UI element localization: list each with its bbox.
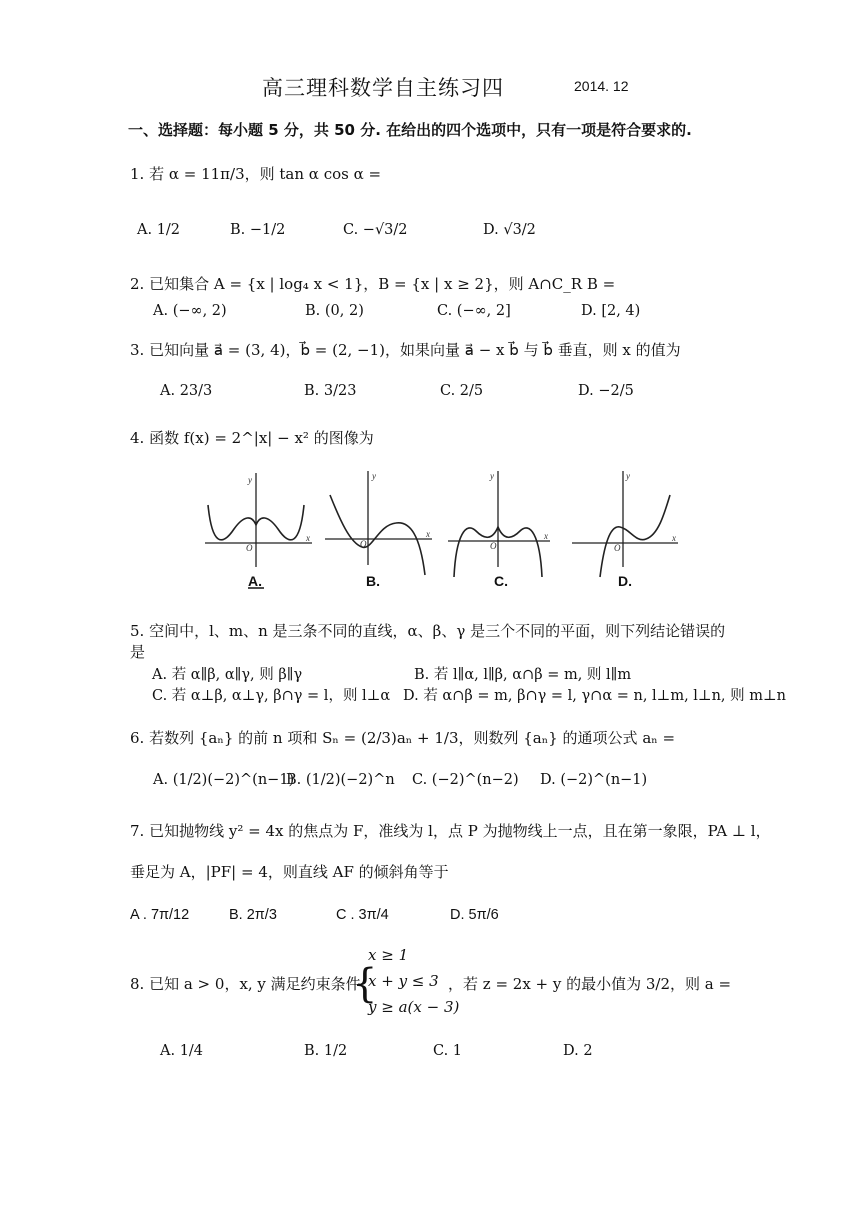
graph-c: [448, 471, 550, 577]
question-3-option-d: D. −2/5: [578, 383, 634, 399]
constraint-2: x + y ≤ 3: [368, 972, 439, 990]
question-1-option-d: D. √3/2: [483, 222, 536, 238]
question-3-stem: 3. 已知向量 a⃗ = (3, 4)，b⃗ = (2, −1)，如果向量 a⃗ − x b⃗ 与 b⃗ 垂直，则 x 的值为: [130, 341, 681, 359]
question-4-stem: 4. 函数 f(x) = 2^|x| − x² 的图像为: [130, 429, 374, 447]
graph-b-label: B.: [366, 573, 380, 589]
question-2-option-a: A. (−∞, 2): [153, 303, 227, 319]
graph-d: [572, 471, 678, 577]
question-8-option-b: B. 1/2: [304, 1043, 348, 1059]
question-8-option-a: A. 1/4: [160, 1043, 204, 1059]
graph-d-origin-label: O: [614, 543, 621, 553]
section-heading: 一、选择题：每小题 5 分，共 50 分. 在给出的四个选项中，只有一项是符合要求的.: [128, 121, 692, 139]
question-6-option-d: D. (−2)^(n−1): [540, 772, 648, 788]
question-1-option-a: A. 1/2: [137, 222, 181, 238]
question-2-option-c: C. (−∞, 2]: [437, 303, 511, 319]
question-6-option-c: C. (−2)^(n−2): [412, 772, 519, 788]
graph-c-y-label: y: [490, 471, 494, 481]
question-2-option-d: D. [2, 4): [581, 303, 641, 319]
function-graph-options: [200, 465, 690, 595]
question-1-option-c: C. −√3/2: [343, 222, 408, 238]
question-7-option-a: A . 7π/12: [130, 907, 190, 923]
question-5-option-c: C. 若 α⊥β, α⊥γ, β∩γ = l，则 l⊥α: [152, 688, 391, 704]
question-8-stem-prefix: 8. 已知 a > 0，x, y 满足约束条件: [130, 975, 361, 993]
graph-b: [325, 471, 432, 575]
question-3-option-c: C. 2/5: [440, 383, 484, 399]
question-7-option-b: B. 2π/3: [229, 907, 277, 923]
graph-d-y-label: y: [626, 471, 630, 481]
question-3-option-b: B. 3/23: [304, 383, 357, 399]
question-5-stem-line2: 是: [130, 643, 146, 661]
question-7-option-c: C . 3π/4: [336, 907, 389, 923]
constraint-1: x ≥ 1: [368, 946, 409, 964]
graph-d-label: D.: [618, 573, 632, 589]
graph-d-x-label: x: [672, 533, 676, 543]
graph-b-y-label: y: [372, 471, 376, 481]
graph-b-x-label: x: [426, 529, 430, 539]
question-7-stem-line1: 7. 已知抛物线 y² = 4x 的焦点为 F，准线为 l，点 P 为抛物线上一点，且在第一象限，PA ⊥ l，: [130, 822, 771, 840]
graph-a-label: A.: [248, 573, 262, 589]
graph-a-x-label: x: [306, 533, 310, 543]
question-3-option-a: A. 23/3: [160, 383, 213, 399]
question-8-stem-suffix: ，若 z = 2x + y 的最小值为 3/2，则 a =: [448, 975, 732, 993]
constraint-3: y ≥ a(x − 3): [368, 998, 460, 1016]
question-2-stem: 2. 已知集合 A = {x | log₄ x < 1}，B = {x | x ≥ 2}，则 A∩C_R B =: [130, 275, 616, 293]
question-1-stem: 1. 若 α = 11π/3，则 tan α cos α =: [130, 165, 382, 183]
graph-a: [205, 473, 312, 567]
question-5-option-b: B. 若 l∥α, l∥β, α∩β = m, 则 l∥m: [414, 667, 632, 683]
question-5-stem-line1: 5. 空间中，l、m、n 是三条不同的直线，α、β、γ 是三个不同的平面，则下列结论错误的: [130, 622, 726, 640]
question-8-option-c: C. 1: [433, 1043, 463, 1059]
question-7-option-d: D. 5π/6: [450, 907, 499, 923]
question-6-option-a: A. (1/2)(−2)^(n−1): [153, 772, 295, 788]
graph-a-origin-label: O: [246, 543, 253, 553]
graph-c-x-label: x: [544, 531, 548, 541]
graph-c-label: C.: [494, 573, 508, 589]
date-label: 2014. 12: [574, 78, 629, 94]
question-6-stem: 6. 若数列 {aₙ} 的前 n 项和 Sₙ = (2/3)aₙ + 1/3，则数列 {aₙ} 的通项公式 aₙ =: [130, 729, 676, 747]
page-title: 高三理科数学自主练习四: [262, 76, 504, 100]
question-5-option-a: A. 若 α∥β, α∥γ, 则 β∥γ: [152, 667, 303, 683]
question-5-option-d: D. 若 α∩β = m, β∩γ = l, γ∩α = n, l⊥m, l⊥n, 则 m⊥n: [403, 688, 786, 704]
question-6-option-b: B. (1/2)(−2)^n: [286, 772, 395, 788]
graph-a-y-label: y: [248, 475, 252, 485]
graph-b-origin-label: O: [360, 539, 367, 549]
constraint-brace: {: [352, 961, 378, 1007]
graph-c-origin-label: O: [490, 541, 497, 551]
question-2-option-b: B. (0, 2): [305, 303, 364, 319]
question-7-stem-line2: 垂足为 A，|PF| = 4，则直线 AF 的倾斜角等于: [130, 863, 449, 881]
question-1-option-b: B. −1/2: [230, 222, 286, 238]
question-8-option-d: D. 2: [563, 1043, 593, 1059]
